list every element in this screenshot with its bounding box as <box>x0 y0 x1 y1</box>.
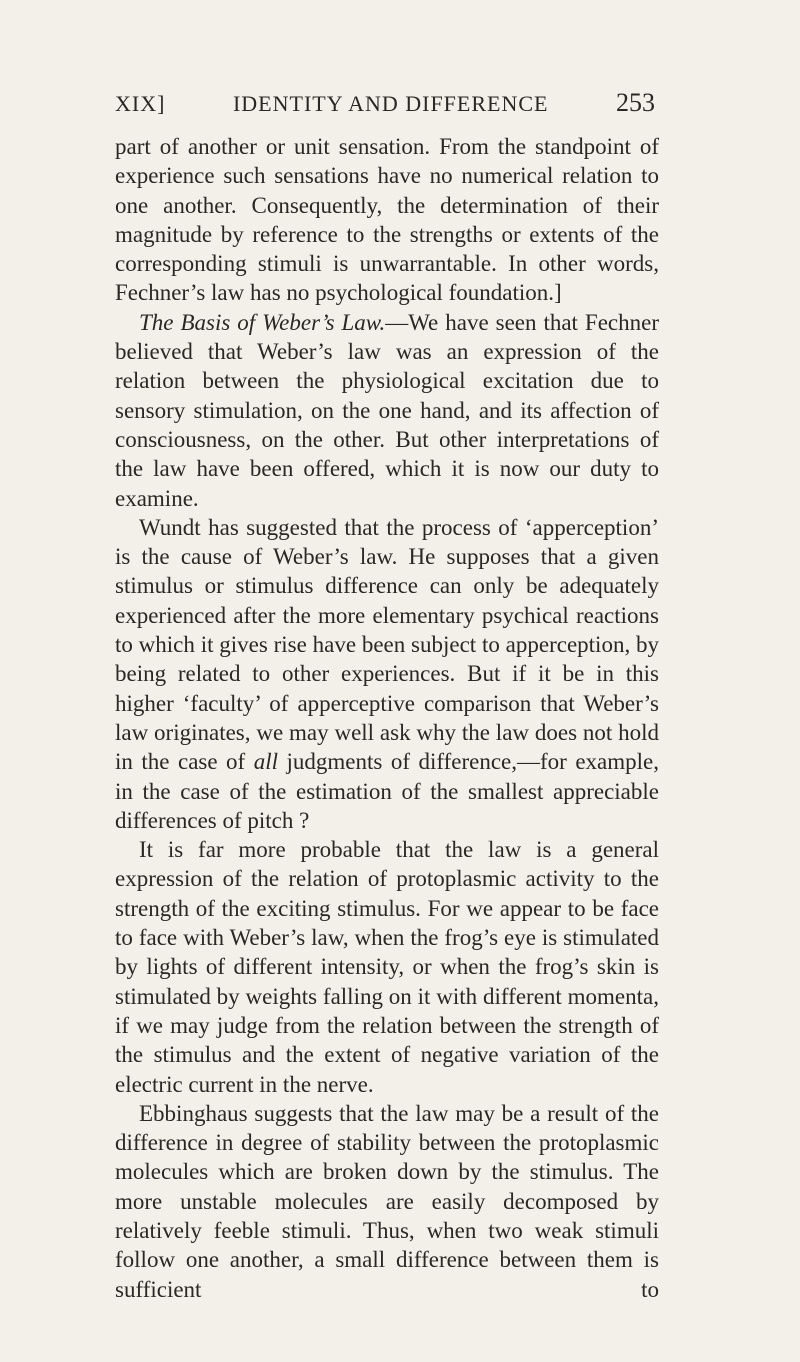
section-heading: The Basis of Weber’s Law. <box>139 309 386 335</box>
running-title: IDENTITY AND DIFFERENCE <box>232 91 549 116</box>
paragraph-text: —We have seen that Fechner believed that Weber’s law was an expression of the relation between the physiological excitation due to sensory stimulation, on the one hand, and its affection of consciousness, on the other. But other interpretations of the law have been offered, which it is now our duty to examine. <box>115 309 659 511</box>
emphasis: all <box>253 749 278 775</box>
running-header <box>115 88 655 118</box>
paragraph-text: It is far more probable that the law is a general expression of the relation of protoplasmic activity to the strength of the exciting stimulus. For we appear to be face to face with Weber’s law, when the frog’s eye is stimulated by lights of different intensity, or when the frog’s skin is stimulated by weights falling on it with different momenta, if we may judge from the relation between the strength of the stimulus and the extent of negative variation of the electric current in the nerve. <box>115 837 659 1097</box>
paragraph <box>115 835 659 1099</box>
paragraph <box>115 308 659 513</box>
paragraph-text: judgments of difference,—for example, in the case of the estimation of the smallest appreciable differences of pitch ? <box>115 749 659 833</box>
paragraph <box>115 1099 659 1304</box>
paragraph-text: Wundt has suggested that the process of ‘apperception’ is the cause of Weber’s law. He supposes that a given stimulus or stimulus difference can only be adequately experienced after the more elementary psychical reactions to which it gives rise have been subject to apperception, by being related to other experiences. But if it be in this higher ‘faculty’ of apperceptive comparison that Weber’s law originates, we may well ask why the law does not hold in the case of <box>115 514 659 775</box>
body-text <box>115 132 659 1304</box>
paragraph-text: Ebbinghaus suggests that the law may be a result of the difference in degree of stability between the protoplasmic molecules which are broken down by the stimulus. The more unstable molecules are easily decomposed by relatively feeble stimuli. Thus, when two weak stimuli follow one another, a small difference between them is sufficient to <box>115 1100 659 1302</box>
paragraph-text: part of another or unit sensation. From the standpoint of experience such sensations have no numerical relation to one another. Consequently, the determination of their magnitude by reference to the strengths or extents of the corresponding stimuli is unwarrantable. In other words, Fechner’s law has no psychological foundation.] <box>115 134 659 306</box>
paragraph <box>115 513 659 835</box>
chapter-number: XIX] <box>115 91 166 116</box>
paragraph <box>115 132 659 308</box>
page-number: 253 <box>616 88 655 117</box>
